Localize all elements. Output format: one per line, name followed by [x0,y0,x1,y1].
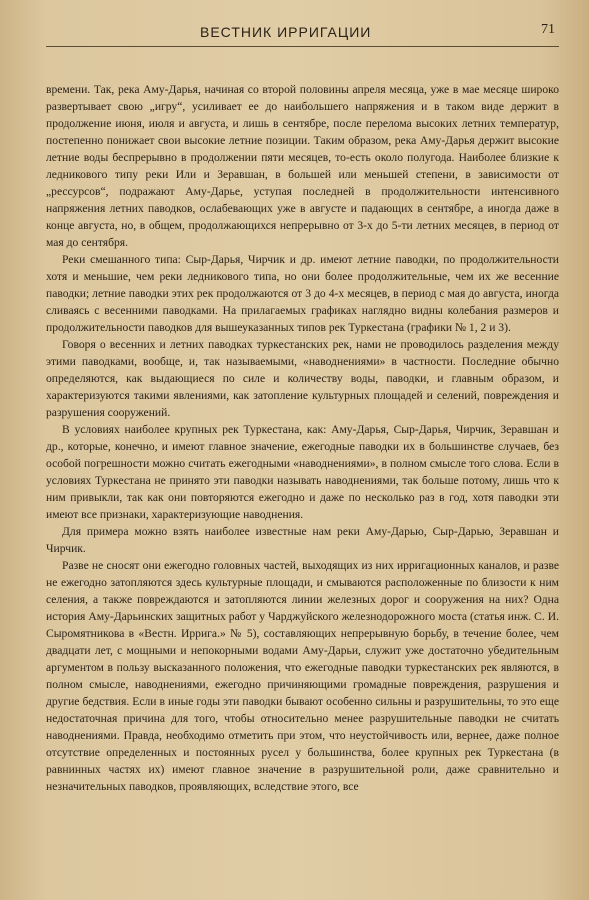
paragraph-2: Реки смешанного типа: Сыр-Дарья, Чирчик и др. имеют летние паводки, по продолжительности хотя и меньшие, чем реки ледникового типа, но они более продолжительные, чем их же весенние паводки; летние паводки этих рек продолжаются от 3 до 4-х месяцев, в период с мая до августа, иногда сливаясь с весенними паводками. На прилагаемых графиках наглядно видны колебания размеров и продолжительности паводков для вышеуказанных типов рек Туркестана (графики № 1, 2 и 3). [46,253,559,334]
paragraph-3: Говоря о весенних и летних паводках туркестанских рек, нами не проводилось разделения между этими паводками, вообще, и, так называемыми, «наводнениями» в частности. Последние обычно определяются, как выдающиеся по силе и количеству воды, паводки, и главным образом, и характеризуются такими явлениями, как затопление культурных площадей и селений, повреждения и разрушения сооружений. [46,338,559,419]
body-text [46,81,559,795]
paragraph-1: времени. Так, река Аму-Дарья, начиная со второй половины апреля месяца, уже в мае месяце широко развертывает свою „игру“, усиливает ее до наибольшего напряжения и в таком виде держит в продолжение июня, июля и августа, и лишь в сентябре, после перелома высоких летних температур, постепенно понижает свои высокие летние позиции. Таким образом, река Аму-Дарья держит высокие летние воды беспрерывно в продолжении пяти месяцев, то-есть около полугода. Наиболее близкие к ледникового типу реки Или и Зеравшан, в большей или меньшей степени, в зависимости от „рессурсов“, подражают Аму-Дарье, уступая последней в продолжительности интенсивного напряжения летних паводков, ослабевающих уже в августе и падающих в сентябре, а иногда даже в конце августа, но, в общем, продолжающихся непрерывно от 3-х до 5-ти летних месяцев, в период от мая до сентября. [46,83,559,249]
page-number: 71 [541,22,555,37]
paragraph-6: Разве не сносят они ежегодно головных частей, выходящих из них ирригационных каналов, и разве не ежегодно затопляются здесь культурные площади, и смываются расположенные по близости к ним селения, а также повреждаются и затопляются линии железных дорог и сооружения на них? Одна история Аму-Дарьинских защитных работ у Чарджуйского железнодорожного моста (статья инж. С. И. Сыромятникова в «Вестн. Иррига.» № 5), составляющих непрерывную борьбу, в течение более, чем двадцати лет, с мощными и непокорными водами Аму-Дарьи, служит уже достаточно убедительным аргументом в пользу высказанного положения, что ежегодные паводки туркестанских рек являются, в полном смысле, наводнениями, ежегодно причиняющими громадные повреждения, разрушения и другие бедствия. Если в иные годы эти паводки бывают особенно сильны и разрушительны, то это еще недостаточная причина для того, чтобы относительно менее разрушительные паводки не считать наводнениями. Правда, необходимо отметить при этом, что неустойчивость или, вернее, даже полное отсутствие определенных и постоянных русел у большинства, более крупных рек Туркестана (в равнинных частях их) имеют главное значение в разрушительной роли, даже сравнительно и незначительных паводков, проявляющих, вследствие этого, все [46,559,559,793]
page-header [46,18,559,47]
journal-title: ВЕСТНИК ИРРИГАЦИИ [200,24,372,40]
paragraph-5: Для примера можно взять наиболее известные нам реки Аму-Дарью, Сыр-Дарью, Зеравшан и Чирчик. [46,525,559,555]
paragraph-4: В условиях наиболее крупных рек Туркестана, как: Аму-Дарья, Сыр-Дарья, Чирчик, Зеравшан и др., которые, конечно, и имеют главное значение, ежегодные паводки их в большинстве случаев, без особой погрешности можно считать ежегодными «наводнениями», в полном смысле того слова. Если в условиях Туркестана не принято эти паводки называть наводнениями, так больше потому, лишь что к ним привыкли, так как они повторяются ежегодно и даже по несколько раз в год, хотя паводки эти имеют все признаки, характеризующие наводнения. [46,423,559,521]
